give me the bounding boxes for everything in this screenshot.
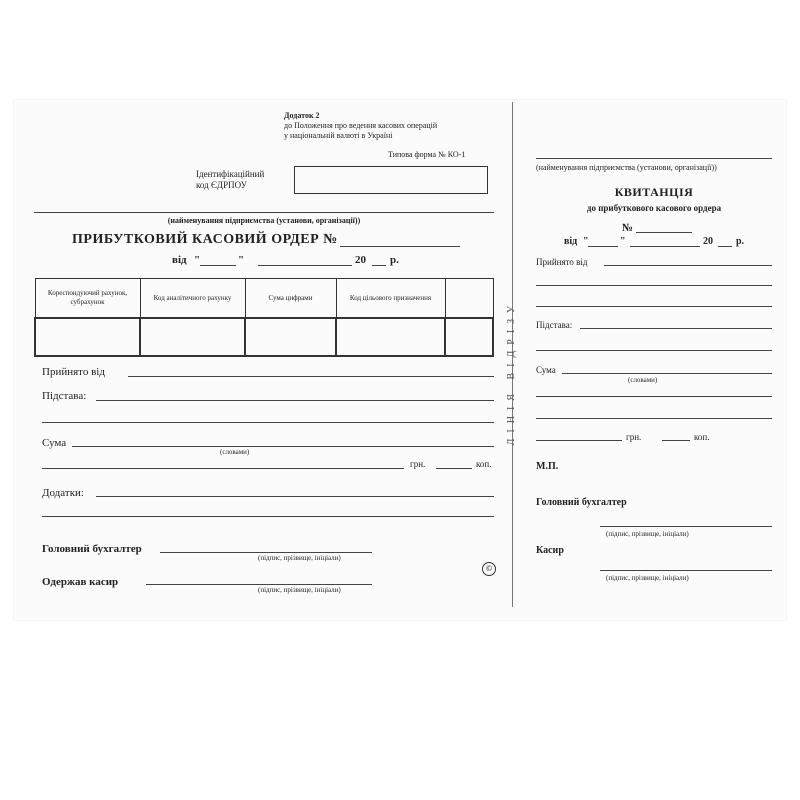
receipt-sum-label: Сума (536, 365, 556, 375)
date-quote-open: " (194, 254, 201, 266)
receipt-date-quote-close: " (620, 236, 626, 247)
receipt-cashier-label: Касир (536, 545, 564, 556)
receipt-kop-field[interactable] (662, 440, 690, 441)
receipt-date-quote-open: " (583, 236, 589, 247)
received-cashier-label: Одержав касир (42, 576, 119, 588)
order-number-field[interactable] (340, 246, 460, 247)
basis-field[interactable] (96, 400, 494, 401)
sum-words-field-2[interactable] (42, 468, 404, 469)
org-name-caption: (найменування підприємства (установи, організації)) (167, 216, 361, 225)
receipt-date-month-field[interactable] (630, 246, 700, 247)
receipt-date-r-label: р. (736, 236, 745, 247)
cashier-signature-field[interactable] (146, 584, 372, 585)
table-cell[interactable] (445, 318, 493, 356)
edrpou-label-line-2: код ЄДРПОУ (196, 180, 247, 190)
receipt-chief-accountant-label: Головний бухгалтер (536, 497, 627, 508)
table-cell[interactable] (140, 318, 245, 356)
receipt-received-from-field[interactable] (604, 265, 772, 266)
table-header: Код аналітичного рахунку (140, 279, 245, 319)
chief-accountant-signature-field[interactable] (160, 552, 372, 553)
chief-accountant-caption: (підпис, прізвище, ініціали) (258, 554, 341, 562)
date-day-field[interactable] (200, 265, 236, 266)
receipt-basis-label: Підстава: (536, 320, 573, 330)
attachments-label: Додатки: (42, 487, 84, 499)
basis-field-2[interactable] (42, 422, 494, 423)
date-from-label: від (172, 254, 187, 266)
sum-words-field[interactable] (72, 446, 494, 447)
regulation-line-1: до Положення про ведення касових операцій (284, 121, 438, 130)
kop-field[interactable] (436, 468, 472, 469)
received-from-field[interactable] (128, 376, 494, 377)
receipt-sum-words-field[interactable] (562, 373, 772, 374)
date-year-prefix: 20 (355, 254, 366, 266)
cut-line-label: ЛІНІЯ ВІДРІЗУ (506, 300, 517, 446)
receipt-org-caption: (найменування підприємства (установи, організації)) (536, 163, 717, 172)
receipt-number-field[interactable] (636, 232, 692, 233)
chief-accountant-label: Головний бухгалтер (42, 543, 142, 555)
table-header: Сума цифрами (245, 279, 336, 319)
table-header: Кореспондуючий рахунок, субрахунок (35, 279, 140, 319)
date-r-label: р. (390, 254, 399, 266)
kop-label: коп. (476, 459, 492, 469)
stamp-placeholder-label: М.П. (536, 461, 559, 472)
receipt-received-from-field-2[interactable] (536, 285, 772, 286)
receipt-org-name-line[interactable] (536, 158, 772, 159)
basis-label: Підстава: (42, 390, 87, 402)
uah-label: грн. (410, 459, 426, 469)
receipt-kop-label: коп. (694, 432, 710, 442)
receipt-title: КВИТАНЦІЯ (614, 185, 694, 199)
accounting-table (34, 278, 494, 357)
receipt-basis-field[interactable] (580, 328, 772, 329)
receipt-date-year-field[interactable] (718, 246, 732, 247)
table-cell[interactable] (336, 318, 445, 356)
sum-label: Сума (42, 437, 67, 449)
receipt-number-sign: № (622, 222, 634, 234)
receipt-cashier-signature-field[interactable] (600, 570, 772, 571)
edrpou-label-line-1: Ідентифікаційний (196, 169, 265, 179)
received-from-label: Прийнято від (42, 366, 105, 378)
org-name-line[interactable] (34, 212, 494, 213)
receipt-sum-words-field-2[interactable] (536, 396, 772, 397)
receipt-chief-accountant-signature-field[interactable] (600, 526, 772, 527)
cashier-caption: (підпис, прізвище, ініціали) (258, 586, 341, 594)
receipt-uah-label: грн. (626, 432, 642, 442)
edrpou-field[interactable] (294, 166, 488, 194)
table-cell[interactable] (35, 318, 140, 356)
date-year-field[interactable] (372, 265, 386, 266)
date-quote-close: " (238, 254, 245, 266)
appendix-label: Додаток 2 (284, 111, 320, 120)
receipt-date-year-prefix: 20 (703, 236, 713, 247)
sum-in-words-caption: (словами) (220, 448, 250, 456)
table-header (445, 279, 493, 319)
regulation-line-2: у національній валюті в Україні (284, 131, 393, 140)
date-month-field[interactable] (258, 265, 352, 266)
order-title: ПРИБУТКОВИЙ КАСОВИЙ ОРДЕР № (72, 232, 338, 247)
receipt-date-day-field[interactable] (588, 246, 618, 247)
receipt-received-from-field-3[interactable] (536, 306, 772, 307)
table-header: Код цільового призначення (336, 279, 445, 319)
form-code: Типова форма № КО-1 (388, 150, 466, 159)
attachments-field[interactable] (96, 496, 494, 497)
receipt-basis-field-2[interactable] (536, 350, 772, 351)
receipt-sum-words-field-3[interactable] (536, 418, 772, 419)
receipt-sum-in-words-caption: (словами) (628, 376, 658, 384)
receipt-subtitle: до прибуткового касового ордера (586, 203, 722, 213)
table-cell[interactable] (245, 318, 336, 356)
publisher-logo-icon: © (482, 562, 496, 576)
receipt-received-from-label: Прийнято від (536, 257, 588, 267)
attachments-field-2[interactable] (42, 516, 494, 517)
receipt-date-from-label: від (564, 236, 578, 247)
receipt-uah-field[interactable] (536, 440, 622, 441)
receipt-chief-accountant-caption: (підпис, прізвище, ініціали) (606, 530, 689, 538)
receipt-cashier-caption: (підпис, прізвище, ініціали) (606, 574, 689, 582)
